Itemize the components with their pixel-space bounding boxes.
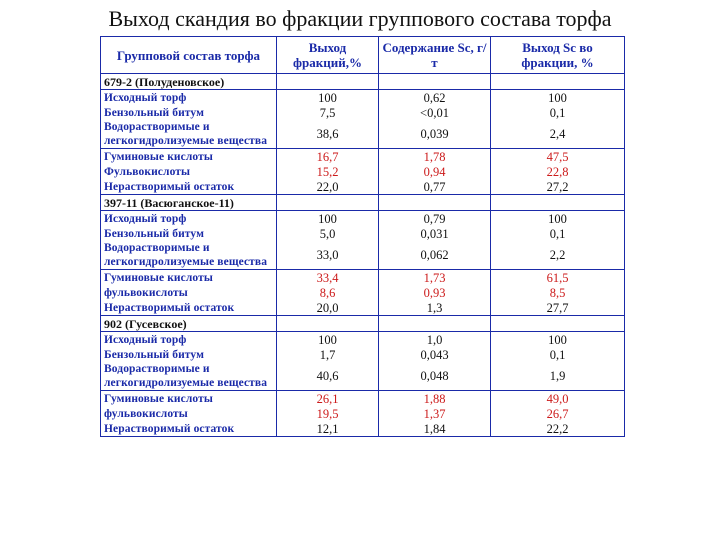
fraction-yield-value: 33,4 <box>277 270 379 286</box>
sc-content-value: 0,94 <box>379 164 491 179</box>
sc-content-value: 1,73 <box>379 270 491 286</box>
fraction-name: фульвокислоты <box>101 406 277 421</box>
sc-yield-value: 8,5 <box>491 285 625 300</box>
sc-yield-value: 49,0 <box>491 391 625 407</box>
header-sc-yield: Выход Sc во фракции, % <box>491 37 625 74</box>
table-row <box>101 226 625 241</box>
fraction-name: Исходный торф <box>101 332 277 348</box>
sc-content-value: 1,84 <box>379 421 491 437</box>
sc-content-value: 0,62 <box>379 90 491 106</box>
sc-yield-value: 22,2 <box>491 421 625 437</box>
section-label: 902 (Гусевское) <box>101 316 277 332</box>
sc-yield-value: 100 <box>491 211 625 227</box>
section-label: 679-2 (Полуденовское) <box>101 74 277 90</box>
fraction-yield-value: 5,0 <box>277 226 379 241</box>
section-blank-cell <box>379 195 491 211</box>
table-row <box>101 211 625 227</box>
sc-yield-value: 22,8 <box>491 164 625 179</box>
sc-content-value: 0,79 <box>379 211 491 227</box>
fraction-name: Фульвокислоты <box>101 164 277 179</box>
section-label: 397-11 (Васюганское-11) <box>101 195 277 211</box>
table-row <box>101 406 625 421</box>
sc-yield-value: 1,9 <box>491 362 625 391</box>
fraction-yield-value: 19,5 <box>277 406 379 421</box>
section-row <box>101 195 625 211</box>
table-row <box>101 90 625 106</box>
sc-yield-value: 26,7 <box>491 406 625 421</box>
section-blank-cell <box>379 316 491 332</box>
table-row <box>101 120 625 149</box>
header-sc-content: Содержание Sc, г/т <box>379 37 491 74</box>
fraction-yield-value: 40,6 <box>277 362 379 391</box>
sc-yield-value: 0,1 <box>491 226 625 241</box>
section-blank-cell <box>491 316 625 332</box>
fraction-yield-value: 16,7 <box>277 149 379 165</box>
fraction-yield-value: 38,6 <box>277 120 379 149</box>
table-row <box>101 164 625 179</box>
fraction-name: Нерастворимый остаток <box>101 179 277 195</box>
fraction-name: Исходный торф <box>101 211 277 227</box>
sc-yield-value: 100 <box>491 332 625 348</box>
fraction-name: Бензольный битум <box>101 226 277 241</box>
sc-content-value: 0,77 <box>379 179 491 195</box>
fraction-name: Исходный торф <box>101 90 277 106</box>
header-fraction-yield: Выход фракций,% <box>277 37 379 74</box>
sc-yield-value: 100 <box>491 90 625 106</box>
fraction-name: Нерастворимый остаток <box>101 300 277 316</box>
fraction-name: Бензольный битум <box>101 347 277 362</box>
section-blank-cell <box>277 195 379 211</box>
sc-content-value: 1,78 <box>379 149 491 165</box>
fraction-yield-value: 26,1 <box>277 391 379 407</box>
sc-content-value: 0,043 <box>379 347 491 362</box>
sc-content-value: <0,01 <box>379 105 491 120</box>
table-row <box>101 270 625 286</box>
sc-content-value: 0,048 <box>379 362 491 391</box>
table-row <box>101 391 625 407</box>
sc-yield-value: 47,5 <box>491 149 625 165</box>
fraction-name: Бензольный битум <box>101 105 277 120</box>
fraction-yield-value: 20,0 <box>277 300 379 316</box>
sc-content-value: 1,3 <box>379 300 491 316</box>
section-blank-cell <box>491 74 625 90</box>
sc-content-value: 0,93 <box>379 285 491 300</box>
fraction-yield-value: 12,1 <box>277 421 379 437</box>
table-row <box>101 105 625 120</box>
table-row <box>101 421 625 437</box>
fraction-yield-value: 7,5 <box>277 105 379 120</box>
table-row <box>101 179 625 195</box>
fraction-name: фульвокислоты <box>101 285 277 300</box>
table-row <box>101 347 625 362</box>
page-title: Выход скандия во фракции группового состава торфа <box>108 6 612 31</box>
sc-yield-value: 2,4 <box>491 120 625 149</box>
table-row <box>101 300 625 316</box>
fraction-name: Гуминовые кислоты <box>101 270 277 286</box>
data-table <box>100 36 625 437</box>
header-row <box>101 37 625 74</box>
section-row <box>101 316 625 332</box>
fraction-yield-value: 1,7 <box>277 347 379 362</box>
fraction-yield-value: 100 <box>277 211 379 227</box>
sc-content-value: 0,062 <box>379 241 491 270</box>
fraction-yield-value: 15,2 <box>277 164 379 179</box>
fraction-yield-value: 100 <box>277 332 379 348</box>
fraction-name: Гуминовые кислоты <box>101 149 277 165</box>
header-composition: Групповой состав торфа <box>101 37 277 74</box>
sc-content-value: 1,0 <box>379 332 491 348</box>
fraction-yield-value: 8,6 <box>277 285 379 300</box>
fraction-name: Водорастворимые и легкогидролизуемые вещества <box>101 362 277 391</box>
sc-content-value: 0,039 <box>379 120 491 149</box>
section-blank-cell <box>379 74 491 90</box>
fraction-name: Гуминовые кислоты <box>101 391 277 407</box>
table-row <box>101 362 625 391</box>
sc-content-value: 1,88 <box>379 391 491 407</box>
table-row <box>101 149 625 165</box>
sc-yield-value: 0,1 <box>491 347 625 362</box>
sc-yield-value: 2,2 <box>491 241 625 270</box>
fraction-name: Нерастворимый остаток <box>101 421 277 437</box>
section-blank-cell <box>277 316 379 332</box>
table-row <box>101 332 625 348</box>
table-row <box>101 241 625 270</box>
fraction-yield-value: 22,0 <box>277 179 379 195</box>
fraction-name: Водорастворимые и легкогидролизуемые вещества <box>101 241 277 270</box>
sc-yield-value: 61,5 <box>491 270 625 286</box>
fraction-name: Водорастворимые и легкогидролизуемые вещества <box>101 120 277 149</box>
fraction-yield-value: 100 <box>277 90 379 106</box>
sc-content-value: 0,031 <box>379 226 491 241</box>
table-row <box>101 285 625 300</box>
fraction-yield-value: 33,0 <box>277 241 379 270</box>
sc-content-value: 1,37 <box>379 406 491 421</box>
table-body <box>101 74 625 437</box>
sc-yield-value: 27,7 <box>491 300 625 316</box>
sc-yield-value: 0,1 <box>491 105 625 120</box>
section-row <box>101 74 625 90</box>
section-blank-cell <box>277 74 379 90</box>
sc-yield-value: 27,2 <box>491 179 625 195</box>
section-blank-cell <box>491 195 625 211</box>
